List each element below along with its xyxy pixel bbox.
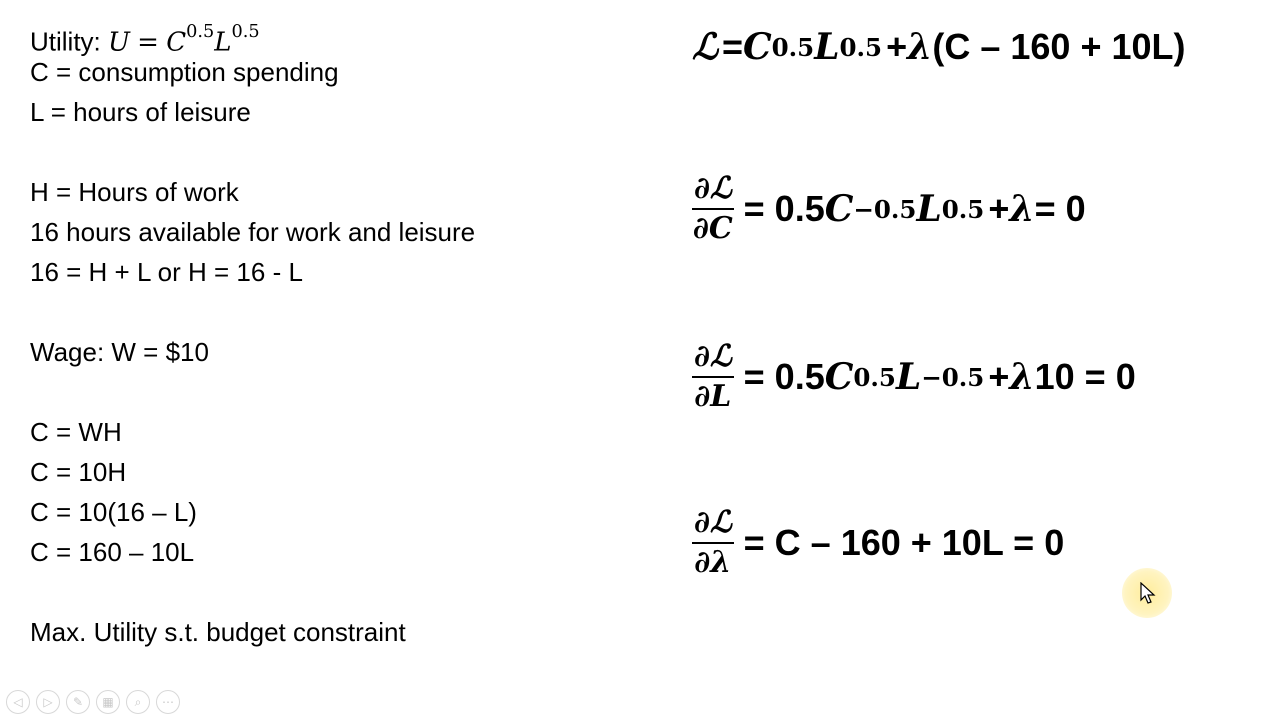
utility-u: U	[108, 27, 130, 58]
lagrangian-equals: =	[721, 26, 743, 67]
time-constraint: 16 = H + L or H = 16 - L	[30, 257, 303, 287]
hours-available: 16 hours available for work and leisure	[30, 217, 476, 247]
foc-l-tail: 10 = 0	[1034, 356, 1136, 397]
utility-label: Utility:	[30, 26, 101, 57]
budget-c-160-10l: C = 160 – 10L	[30, 537, 195, 567]
foc-l-c-exponent: 0.5	[853, 362, 896, 392]
foc-l-l-exponent: −0.5	[921, 362, 985, 392]
foc-lambda-denominator: ∂λ	[694, 545, 732, 580]
lagrangian-c-exponent: 0.5	[771, 32, 815, 62]
budget-c-10-16-l: C = 10(16 – L)	[30, 497, 197, 527]
spacer	[30, 292, 475, 332]
lagrangian-l-exponent: 0.5	[839, 32, 883, 62]
foc-c-l: L	[916, 188, 942, 230]
utility-c-exponent: 0.5	[186, 22, 215, 42]
cursor-highlight	[1122, 568, 1172, 618]
utility-line	[30, 12, 475, 58]
foc-c-denominator: ∂C	[692, 211, 733, 246]
foc-l-coefficient: = 0.5	[743, 356, 825, 397]
foc-c-plus: +	[988, 188, 1010, 229]
utility-l-exponent: 0.5	[231, 22, 260, 42]
lagrangian-symbol: ℒ	[692, 26, 718, 68]
foc-lambda-body: = C – 160 + 10L = 0	[743, 522, 1065, 563]
wage-line: Wage: W = $10	[30, 337, 209, 367]
foc-lambda-fraction	[692, 506, 734, 580]
foc-l-equation	[692, 340, 1136, 414]
spacer	[30, 572, 475, 612]
foc-l-denominator: ∂L	[694, 379, 732, 414]
presentation-toolbar	[6, 690, 180, 714]
foc-l-lambda: λ	[1009, 356, 1035, 398]
consumption-definition: C = consumption spending	[30, 57, 339, 87]
foc-c-tail: = 0	[1034, 188, 1086, 229]
lagrangian-constraint: (C – 160 + 10L)	[932, 26, 1186, 67]
foc-c-l-exponent: 0.5	[941, 194, 985, 224]
lagrangian-equation	[692, 26, 1186, 68]
more-icon[interactable]: ⋯	[156, 690, 180, 714]
left-text-block	[30, 12, 475, 652]
foc-c-equation	[692, 172, 1086, 246]
foc-c-c-exponent: −0.5	[853, 194, 917, 224]
zoom-icon[interactable]: ⌕	[126, 690, 150, 714]
lambda-symbol: λ	[907, 26, 933, 68]
work-hours-definition: H = Hours of work	[30, 177, 239, 207]
utility-c: C	[166, 27, 187, 58]
foc-l-c: C	[824, 356, 854, 398]
spacer	[30, 372, 475, 412]
maximize-statement: Max. Utility s.t. budget constraint	[30, 617, 406, 647]
lagrangian-l: L	[814, 26, 840, 68]
leisure-definition: L = hours of leisure	[30, 97, 251, 127]
foc-lambda-equation	[692, 506, 1064, 580]
budget-c-10h: C = 10H	[30, 457, 127, 487]
utility-l: L	[214, 27, 232, 58]
foc-c-numerator: ∂ℒ	[692, 172, 734, 210]
foc-c-lambda: λ	[1009, 188, 1035, 230]
foc-l-fraction	[692, 340, 734, 414]
back-arrow-icon[interactable]: ◁	[6, 690, 30, 714]
utility-equals: =	[137, 27, 159, 58]
foc-l-l: L	[895, 356, 922, 398]
foc-lambda-numerator: ∂ℒ	[692, 506, 734, 544]
foc-c-coefficient: = 0.5	[743, 188, 825, 229]
foc-l-numerator: ∂ℒ	[692, 340, 734, 378]
slides-icon[interactable]: ▦	[96, 690, 120, 714]
spacer	[30, 132, 475, 172]
mouse-pointer-icon	[1140, 582, 1156, 604]
forward-arrow-icon[interactable]: ▷	[36, 690, 60, 714]
lagrangian-c: C	[742, 26, 772, 68]
foc-l-plus: +	[988, 356, 1010, 397]
lagrangian-plus: +	[886, 26, 908, 67]
pen-icon[interactable]: ✎	[66, 690, 90, 714]
budget-c-wh: C = WH	[30, 417, 122, 447]
foc-c-fraction	[692, 172, 734, 246]
foc-c-c: C	[824, 188, 854, 230]
